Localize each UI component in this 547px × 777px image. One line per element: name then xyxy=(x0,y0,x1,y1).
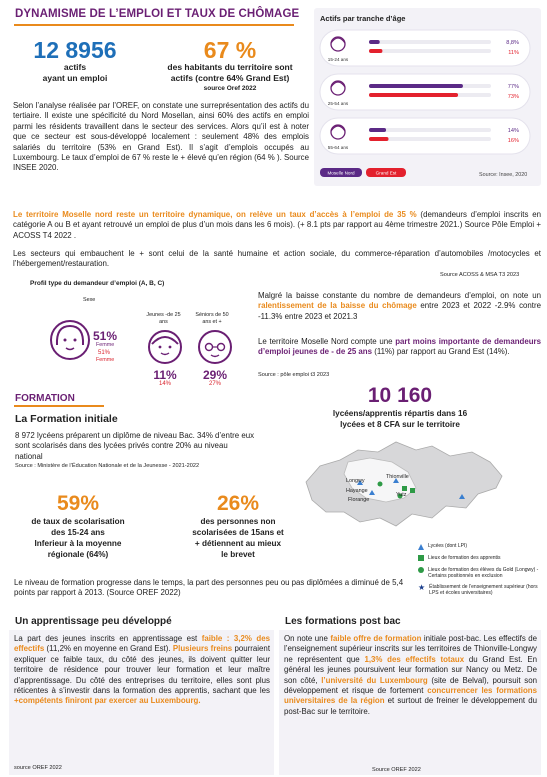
bar-track xyxy=(369,40,491,44)
kpi-taux-source: source Oref 2022 xyxy=(203,85,257,92)
paragraph-apprentissage xyxy=(14,634,270,707)
kpi-actifs-label1: actifs xyxy=(63,62,87,72)
kpi-brevet-l4: le brevet xyxy=(221,550,255,559)
bar-moselle xyxy=(369,40,380,44)
pb-f: l’université du Luxembourg xyxy=(321,675,428,685)
pb-e: du Grand Est. En général les jeunes poursuivent leur formation sur Nancy ou Metz. De son côté, xyxy=(284,654,537,685)
kpi-lyceens-value: 10 160 xyxy=(367,384,433,407)
jeunes-c: (11%) par rapport au Grand Est (14%). xyxy=(372,347,510,357)
bar-grandest xyxy=(369,93,458,97)
appr-d: Plusieurs freins xyxy=(172,644,233,654)
page-title: DYNAMISME DE L’EMPLOI ET TAUX DE CHÔMAGE xyxy=(15,8,300,20)
young-head-icon xyxy=(146,328,184,366)
profil-seniors-label: Séniors de 50 ans et + xyxy=(195,312,229,325)
profil-femme-label: Femme xyxy=(96,342,115,348)
bar-track xyxy=(369,128,491,132)
kpi-scolarisation-l1: de taux de scolarisation xyxy=(31,517,125,526)
legend-lycees xyxy=(418,543,543,550)
legend-apprentis-label: Lieux de formation des apprentis xyxy=(428,555,501,561)
kpi-lyceens-label1: lycéens/apprentis répartis dans 16 xyxy=(332,409,468,418)
appr-f: +compétents finiront par exercer au Luxembourg. xyxy=(14,696,201,706)
paragraph-dynamique xyxy=(13,210,541,241)
jeunes-a: Le territoire Moselle Nord compte une xyxy=(258,337,396,346)
pb-c: initiale post-bac. Les effectifs de l’enseignement supérieur inscrits sur les territoires de Thionville-Longwy ne représentent que xyxy=(284,634,537,664)
kpi-actifs-value: 12 8956 xyxy=(33,37,117,63)
title-underline xyxy=(14,24,294,26)
kpi-scolarisation-l2: des 15-24 ans xyxy=(51,528,105,537)
bar-moselle xyxy=(369,84,463,88)
appr-a: La part des jeunes inscrits en apprentissage est xyxy=(14,634,202,643)
map-apprentis-marker xyxy=(410,488,415,493)
legend-gold xyxy=(418,567,543,579)
map-label-yutz: Yutz xyxy=(396,492,407,498)
appr-e: pourraient expliquer ce faible taux, du côté des jeunes, ils doivent quitter leur territoire de résidence pour trouver leur formation et leur maître d’apprentissage. Du côté des entreprises du territoire, elles sont plus réticentes à s’investir dans la formation des apprentis, sachant que les xyxy=(14,644,271,696)
pb-g: (site de Belval), poursuit son développement et risque de fortement xyxy=(284,675,538,696)
map-label-hayange: Hayange xyxy=(346,488,368,494)
legend-moselle-label: Moselle Nord xyxy=(327,170,355,176)
kpi-taux-actifs xyxy=(150,38,310,93)
profil-seniors-value: 29% xyxy=(202,368,228,382)
value-grandest: 73% xyxy=(507,94,519,100)
jeunes-source: Source : pôle emploi t3 2023 xyxy=(258,372,330,378)
legend-lycees-label: Lycées (dont LPI) xyxy=(428,543,468,549)
postbac-source: Source OREF 2022 xyxy=(372,767,421,773)
map-legend xyxy=(418,543,543,596)
apprentissage-source: source OREF 2022 xyxy=(14,765,62,771)
profil-title: Profil type du demandeur d’emploi (A, B, C) xyxy=(30,280,165,287)
age-chart-panel xyxy=(314,8,541,186)
legend-grandest-label: Grand Est xyxy=(375,170,397,176)
baisse-highlight: ralentissement de la baisse du chômage xyxy=(258,301,417,311)
value-moselle: 77% xyxy=(507,84,519,90)
secteurs-source: Source ACOSS & MSA T3 2023 xyxy=(440,272,520,278)
kpi-lyceens-label2: lycées et 8 CFA sur le territoire xyxy=(340,420,460,429)
map-formation-marker xyxy=(378,482,383,487)
jeunes-highlight: part moins importante de demandeurs d’emploi jeunes de - de 25 ans xyxy=(258,337,542,357)
profil-seniors-sub: 27% xyxy=(208,381,221,387)
paragraph-lyceens: 8 972 lycéens préparent un diplôme de niveau Bac. 34% d’entre eux sont scolarisés dans des lycées privés contre 20% au niveau national xyxy=(15,431,255,461)
profil-femme-sub: 51% xyxy=(98,350,111,356)
age-group-label: 55-64 ans xyxy=(327,145,349,150)
pb-i: et surtout de freiner le développement du post-Bac sur le territoire. xyxy=(284,696,537,716)
kpi-scolarisation-value: 59% xyxy=(56,492,100,515)
value-moselle: 8,8% xyxy=(506,40,519,46)
circle-icon xyxy=(418,567,424,573)
paragraph-niveau: Le niveau de formation progresse dans le temps, la part des personnes peu ou pas diplômées a diminué de 5,4 points par rapport à 2013. (Source OREF 2022) xyxy=(14,578,404,598)
kpi-actifs-label2: ayant un emploi xyxy=(42,73,108,83)
kpi-actifs xyxy=(20,38,130,84)
age-group-card xyxy=(320,30,530,66)
dynamique-rest: (demandeurs d’emploi inscrits en catégorie A ou B et ayant retrouvé un emploi de plus d’un mois dans les 6 mois). (+ 8.1 pts par rapport au 4ème trimestre 2021.) Source Pôle Emploi + ACOSS T4 2022 . xyxy=(13,210,541,240)
age-chart-source: Source: Insee, 2020 xyxy=(479,172,528,178)
kpi-scolarisation-l3: Inferieur à la moyenne xyxy=(34,539,122,548)
appr-c: (11,2% en moyenne en Grand Est). xyxy=(44,644,173,654)
appr-b: faible : 3,2% des effectifs xyxy=(14,634,270,654)
pb-a: On note une xyxy=(284,634,331,643)
value-grandest: 11% xyxy=(508,50,519,56)
kpi-brevet-l3: + détiennent au mieux xyxy=(194,539,282,548)
age-group-label: 25-54 ans xyxy=(327,101,349,106)
square-icon xyxy=(418,555,424,561)
kpi-brevet-l2: scolarisées de 15ans et xyxy=(192,528,284,537)
kpi-brevet-value: 26% xyxy=(216,492,260,515)
pb-b: faible offre de formation xyxy=(330,634,422,643)
paragraph-postbac xyxy=(284,634,537,717)
map-label-longwy: Longwy xyxy=(346,478,365,484)
kpi-taux-label2: actifs (contre 64% Grand Est) xyxy=(170,73,290,83)
kpi-taux-label1: des habitants du territoire sont xyxy=(167,62,293,72)
paragraph-tertiaire: Selon l’analyse réalisée par l’OREF, on constate une surreprésentation des actifs du tertiaire. Il existe une spécificité du Nord Mosellan, ainsi 60% des actifs en emploi parmi les résidents travaillent dans le secteur des services. Alors qu’il est à noter que ce secteur est sous-développé localement : seulement 48% des emplois salariés du territoire (53% en Grand Est). Il s’agit d’emplois occupés au Luxembourg. Le taux d’emploi de 67 % reste le + élevé qu’en région (64 % ). Source INSEE 2020. xyxy=(13,101,309,173)
kpi-scolarisation xyxy=(18,492,138,560)
kpi-lyceens xyxy=(325,384,475,430)
legend-superieur xyxy=(418,584,543,596)
paragraph-baisse xyxy=(258,291,541,322)
lyceens-source: Source : Ministère de l’Éducation Nationale et de la Jeunesse - 2021-2022 xyxy=(15,463,200,469)
paragraph-jeunes xyxy=(258,337,541,358)
bar-grandest xyxy=(369,49,382,53)
age-chart xyxy=(314,8,541,186)
legend-gold-label: Lieux de formation des élèves du Gold (Longwy) - Certains positionnés en exclusion xyxy=(428,567,539,579)
dynamique-highlight: Le territoire Moselle nord reste un territoire dynamique, on relève un taux d’accès à l’emploi de 35 % xyxy=(13,210,417,219)
profil-femme-sub-label: Femme xyxy=(96,357,115,363)
triangle-icon xyxy=(418,544,424,550)
formation-underline xyxy=(14,405,104,407)
value-moselle: 14% xyxy=(507,128,519,134)
territory-map xyxy=(300,432,508,532)
age-group-label: 15-24 ans xyxy=(327,57,349,62)
age-group-card xyxy=(320,74,530,110)
star-icon: ★ xyxy=(418,583,426,592)
kpi-brevet xyxy=(178,492,298,560)
kpi-brevet-l1: des personnes non xyxy=(200,517,276,526)
profil-jeunes-sub: 14% xyxy=(158,381,171,387)
profil-jeunes-label: Jeunes -de 25 ans xyxy=(146,312,181,325)
pb-h: concurrencer les formations universitaires de la région xyxy=(284,686,537,706)
postbac-title: Les formations post bac xyxy=(285,616,401,627)
map-label-thionville: Thionville xyxy=(386,474,409,480)
formation-title: FORMATION xyxy=(15,393,75,404)
baisse-c: entre 2023 et 2022 -2.9% contre -11.3% entre 2023 et 2021.3 xyxy=(258,301,541,321)
kpi-scolarisation-l4: régionale (64%) xyxy=(47,550,109,559)
pb-d: 1,3% des effectifs totaux xyxy=(364,654,465,664)
senior-head-icon xyxy=(196,328,234,366)
age-chart-title: Actifs par tranche d’âge xyxy=(320,14,406,23)
formation-initiale-title: La Formation initiale xyxy=(15,413,118,425)
bar-track xyxy=(369,49,491,53)
apprentissage-title: Un apprentissage peu développé xyxy=(15,616,172,627)
profil-femme-value: 51% xyxy=(93,329,118,343)
baisse-a: Malgré la baisse constante du nombre de demandeurs d’emploi, on note un xyxy=(258,291,541,300)
legend-apprentis xyxy=(418,555,543,562)
legend-superieur-label: Établissement de l’enseignement supérieur (hors LPS et écoles universitaires) xyxy=(429,584,538,596)
value-grandest: 16% xyxy=(507,138,519,144)
profil-sexe-label: Sexe xyxy=(83,297,96,303)
map-label-florange: Florange xyxy=(348,497,370,503)
female-head-icon xyxy=(48,318,92,362)
map-apprentis-marker xyxy=(402,486,407,491)
bar-moselle xyxy=(369,128,386,132)
bar-grandest xyxy=(369,137,389,141)
profil-jeunes-value: 11% xyxy=(153,368,177,382)
paragraph-secteurs: Les secteurs qui embauchent le + sont celui de la santé humaine et action sociale, du commerce-réparation d’automobiles /motocycles et l’hébergement/restauration. xyxy=(13,249,541,269)
age-group-card xyxy=(320,118,530,154)
kpi-taux-value: 67 % xyxy=(203,37,257,63)
